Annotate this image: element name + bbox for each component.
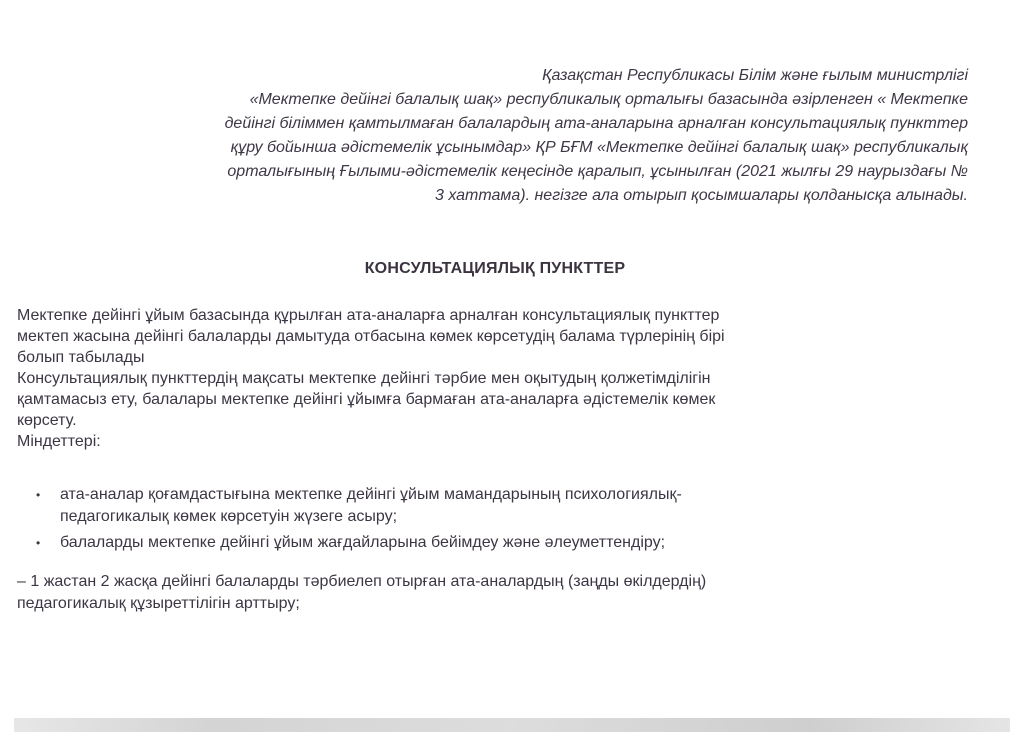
dash-item-line: педагогикалық құзыреттілігін арттыру;	[17, 595, 300, 612]
body-line: болып табылады	[17, 349, 145, 366]
body-line: Мектепке дейінгі ұйым базасында құрылған ата-аналарға арналған консультациялық пункттер	[17, 307, 720, 324]
intro-line: «Мектепке дейінгі балалық шақ» республикалық орталығы базасында әзірленген « Мектепке	[249, 91, 968, 108]
bullet-item	[30, 532, 980, 554]
body-line: қамтамасыз ету, балалары мектепке дейінгі ұйымға бармаған ата-аналарға әдістемелік көмек	[17, 391, 716, 408]
bullet-line: балаларды мектепке дейінгі ұйым жағдайларына бейімдеу және әлеуметтендіру;	[60, 534, 666, 551]
intro-line: құру бойынша әдістемелік ұсынымдар» ҚР БҒМ «Мектепке дейінгі балалық шақ» республикалық	[230, 139, 968, 156]
bullet-line: ата-аналар қоғамдастығына мектепке дейінгі ұйым мамандарының психологиялық-	[60, 486, 682, 503]
bullet-icon: •	[36, 536, 41, 550]
tasks-bullet-list	[30, 484, 980, 558]
body-line: көрсету.	[17, 412, 77, 429]
dash-list-item	[17, 571, 967, 615]
intro-line: дейінгі біліммен қамтылмаған балалардың ата-аналарына арналған консультациялық пункттер	[224, 115, 968, 132]
body-paragraph	[17, 305, 967, 452]
scan-edge-strip	[14, 718, 1010, 732]
intro-paragraph	[38, 64, 968, 208]
tasks-label: Міндеттері:	[17, 433, 101, 450]
dash-item-line: – 1 жастан 2 жасқа дейінгі балаларды тәрбиелеп отырған ата-аналардың (заңды өкілдердің)	[17, 573, 707, 590]
bullet-icon: •	[36, 488, 41, 502]
intro-line: Қазақстан Республикасы Білім және ғылым министрлігі	[542, 67, 968, 84]
bullet-line: педагогикалық көмек көрсетуін жүзеге асыру;	[60, 508, 398, 525]
section-heading: КОНСУЛЬТАЦИЯЛЫҚ ПУНКТТЕР	[364, 260, 626, 277]
intro-line: 3 хаттама). негізге ала отырып қосымшалары қолданысқа алынады.	[434, 187, 968, 204]
body-line: мектеп жасына дейінгі балаларды дамытуда отбасына көмек көрсетудің балама түрлерінің бірі	[17, 328, 725, 345]
body-line: Консультациялық пункттердің мақсаты мектепке дейінгі тәрбие мен оқытудың қолжетімділігін	[17, 370, 711, 387]
bullet-item	[30, 484, 980, 528]
intro-line: орталығының Ғылыми-әдістемелік кеңесінде қаралып, ұсынылған (2021 жылғы 29 наурыздағы №	[227, 163, 968, 180]
